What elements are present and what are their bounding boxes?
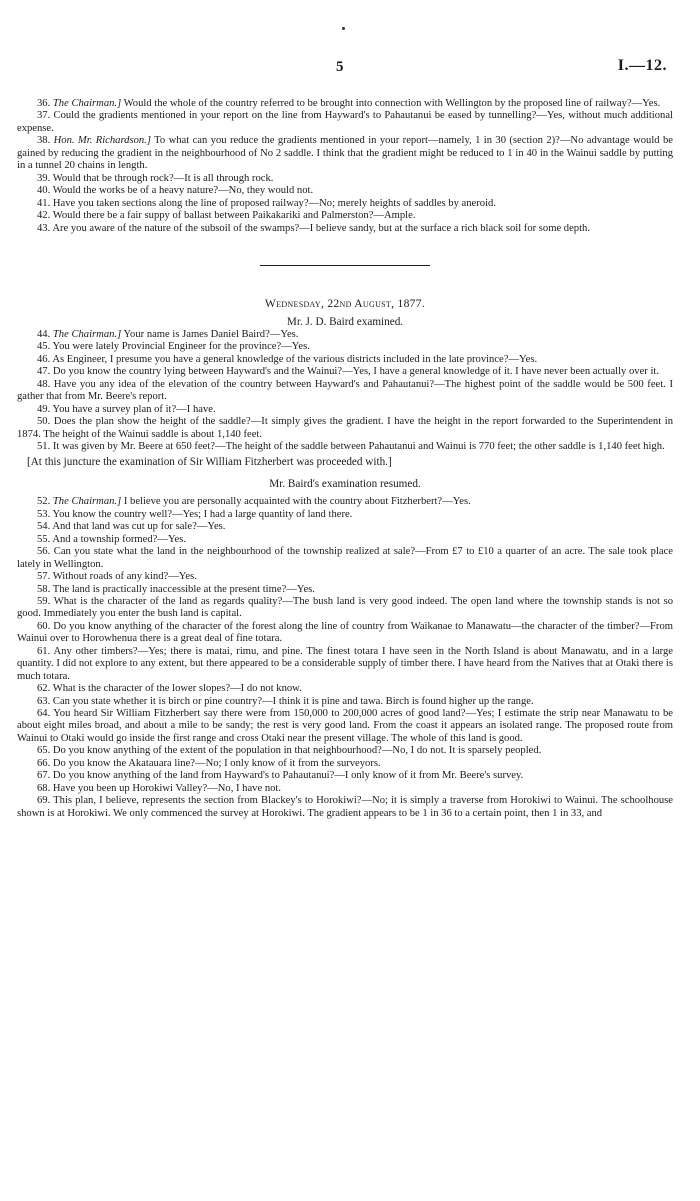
- question-paragraph: [17, 329, 673, 341]
- speaker-label: Hon. Mr. Richardson.]: [53, 135, 151, 147]
- question-number: 57.: [37, 571, 51, 583]
- questions-block-1: [17, 98, 673, 235]
- question-number: 50.: [37, 416, 51, 428]
- question-text: It was given by Mr. Beere at 650 feet?—The height of the saddle between Pahautanui and Wainui is 770 feet; the other saddle is 1,140 feet high.: [52, 440, 665, 452]
- question-text: To what can you reduce the gradients mentioned in your report—namely, 1 in 30 (section 2)?—No advantage would be gained by reducing the gradient in the neighbourhood of No 2 saddle. I think that the gradient might be reduced to 1 in 40 in the Wainui saddle by putting in a tunnel 20 chains in length.: [17, 135, 673, 172]
- series-code: I.—12.: [617, 57, 667, 74]
- question-number: 62.: [37, 683, 51, 695]
- question-text: And that land was cut up for sale?—Yes.: [52, 521, 226, 533]
- question-paragraph: [17, 696, 673, 708]
- question-text: Have you been up Horokiwi Valley?—No, I have not.: [52, 782, 282, 794]
- question-text: Your name is James Daniel Baird?—Yes.: [123, 328, 299, 340]
- print-mark: [342, 27, 345, 30]
- question-number: 61.: [37, 645, 51, 657]
- question-number: 41.: [37, 197, 51, 209]
- question-number: 60.: [37, 620, 51, 632]
- question-number: 59.: [37, 595, 51, 607]
- question-paragraph: [17, 683, 673, 695]
- question-text: Can you state what the land in the neighbourhood of the township realized at sale?—From £7 to £10 a quarter of an acre. The sale took place lately in Wellington.: [17, 546, 673, 570]
- question-paragraph: [17, 110, 673, 135]
- witness-heading: Mr. J. D. Baird examined.: [286, 316, 404, 329]
- question-text: Have you taken sections along the line of proposed railway?—No; merely heights of saddles by aneroid.: [52, 197, 496, 209]
- question-paragraph: [17, 135, 673, 172]
- question-text: You heard Sir William Fitzherbert say there were from 150,000 to 200,000 acres of good land?—Yes; I estimate the strip near Manawatu to be about eight miles broad, and about a mile to be sandy; the rest is very good land. From the coast it appears an isolated range. The proposed route from Wainui to Otaki would go inside the first range and cross Otaki near the present village. The whole of this land is good.: [17, 708, 673, 744]
- question-number: 63.: [37, 695, 51, 707]
- question-text: You have a survey plan of it?—I have.: [52, 403, 216, 415]
- question-number: 53.: [37, 508, 51, 520]
- question-text: You know the country well?—Yes; I had a large quantity of land there.: [52, 508, 353, 520]
- question-paragraph: [17, 341, 673, 353]
- question-number: 67.: [37, 770, 51, 782]
- question-number: 37.: [37, 110, 51, 122]
- speaker-label: The Chairman.]: [52, 328, 122, 340]
- question-number: 48.: [37, 378, 51, 390]
- document-body: [17, 98, 673, 820]
- question-number: 43.: [37, 222, 51, 234]
- section-divider: [260, 265, 430, 266]
- question-text: Do you know the Akatauara line?—No; I only know of it from the surveyors.: [52, 757, 381, 769]
- question-text: Do you know the country lying between Hayward's and the Wainui?—Yes, I have a general knowledge of it. I have never been actually over it.: [52, 366, 659, 378]
- question-paragraph: [17, 496, 673, 508]
- question-number: 65.: [37, 745, 51, 757]
- question-paragraph: [17, 708, 673, 745]
- question-text: Would the whole of the country referred to be brought into connection with Wellington by the proposed line of railway?—Yes.: [123, 98, 661, 109]
- question-paragraph: [17, 770, 673, 782]
- question-number: 46.: [37, 353, 51, 365]
- question-paragraph: [17, 223, 673, 235]
- question-paragraph: [17, 509, 673, 521]
- resumed-heading: Mr. Baird's examination resumed.: [269, 477, 421, 490]
- question-text: Have you any idea of the elevation of the country between Hayward's and Pahautanui?—The highest point of the saddle would be 500 feet. I gather that from Mr. Beere's report.: [17, 378, 673, 403]
- question-text: Could the gradients mentioned in your report on the line from Hayward's to Pahautanui be eased by tunnelling?—Yes, without much additional expense.: [17, 110, 673, 134]
- question-number: 39.: [37, 172, 51, 184]
- question-number: 49.: [37, 403, 51, 415]
- question-number: 69.: [37, 795, 51, 807]
- questions-block-2: [17, 329, 673, 454]
- question-paragraph: [17, 783, 673, 795]
- question-paragraph: [17, 521, 673, 533]
- question-text: As Engineer, I presume you have a general knowledge of the various districts included in the late province?—Yes.: [52, 353, 538, 365]
- bracket-note: [At this juncture the examination of Sir William Fitzherbert was proceeded with.]: [27, 456, 392, 469]
- question-number: 56.: [37, 546, 51, 558]
- question-number: 64.: [37, 708, 51, 720]
- question-paragraph: [17, 758, 673, 770]
- question-number: 40.: [37, 185, 51, 197]
- question-paragraph: [17, 441, 673, 453]
- question-number: 38.: [37, 135, 51, 147]
- question-text: Do you know anything of the land from Hayward's to Pahautanui?—I only know of it from Mr. Beere's survey.: [52, 770, 524, 782]
- question-paragraph: [17, 404, 673, 416]
- question-paragraph: [17, 210, 673, 222]
- question-number: 68.: [37, 782, 51, 794]
- question-text: What is the character of the land as regards quality?—The bush land is very good indeed. The open land where the township stands is not so good. Immediately you enter the bush land is capital.: [17, 595, 673, 620]
- question-number: 58.: [37, 583, 51, 595]
- question-paragraph: [17, 534, 673, 546]
- question-paragraph: [17, 198, 673, 210]
- question-paragraph: [17, 366, 673, 378]
- question-text: Are you aware of the nature of the subsoil of the swamps?—I believe sandy, but at the surface a rich black soil for some depth.: [52, 222, 590, 234]
- question-text: And a township formed?—Yes.: [52, 533, 187, 545]
- questions-block-3: [17, 496, 673, 820]
- question-paragraph: [17, 546, 673, 571]
- question-paragraph: [17, 596, 673, 621]
- question-text: Can you state whether it is birch or pine country?—I think it is pine and tawa. Birch is found higher up the range.: [52, 695, 534, 707]
- question-number: 36.: [37, 98, 51, 109]
- question-paragraph: [17, 745, 673, 757]
- question-number: 47.: [37, 366, 51, 378]
- question-number: 52.: [37, 496, 51, 508]
- question-text: Any other timbers?—Yes; there is matai, rimu, and pine. The finest totara I have seen in the North Island is about Manawatu, and in a large quantity. I did not explore to any extent, but there appeared to be a considerable supply of timber there. I have heard from the Natives that at Otaki there is much totara.: [17, 645, 673, 682]
- question-text: Without roads of any kind?—Yes.: [52, 571, 197, 583]
- question-paragraph: [17, 173, 673, 185]
- question-number: 51.: [37, 440, 51, 452]
- question-text: What is the character of the lower slopes?—I do not know.: [52, 683, 302, 695]
- question-text: Would the works be of a heavy nature?—No, they would not.: [52, 185, 314, 197]
- question-number: 66.: [37, 757, 51, 769]
- question-text: Do you know anything of the character of the forest along the line of country from Waikanae to Manawatu—the character of the timber?—From Wainui over to Horowhenua there is a great deal of fine totara.: [17, 620, 673, 645]
- question-text: You were lately Provincial Engineer for the province?—Yes.: [52, 341, 310, 353]
- page-number: 5: [336, 59, 344, 75]
- question-text: Do you know anything of the extent of the population in that neighbourhood?—No, I do not. It is sparsely peopled.: [52, 745, 542, 757]
- question-paragraph: [17, 98, 673, 110]
- question-text: This plan, I believe, represents the section from Blackey's to Horokiwi?—No; it is simply a traverse from Horokiwi to Wainui. The schoolhouse shown is at Horokiwi. We only commenced the survey at Horokiwi. The gradient appears to be 1 in 36 to a certain point, then 1 in 33, and: [17, 795, 673, 819]
- question-paragraph: [17, 354, 673, 366]
- question-paragraph: [17, 571, 673, 583]
- question-number: 42.: [37, 210, 51, 222]
- question-number: 55.: [37, 533, 51, 545]
- question-paragraph: [17, 584, 673, 596]
- date-heading: Wednesday, 22nd August, 1877.: [264, 296, 426, 310]
- question-paragraph: [17, 621, 673, 646]
- speaker-label: The Chairman.]: [52, 98, 122, 109]
- question-text: Would there be a fair suppy of ballast between Paikakariki and Palmerston?—Ample.: [52, 210, 416, 222]
- question-paragraph: [17, 185, 673, 197]
- question-paragraph: [17, 795, 673, 820]
- question-number: 44.: [37, 328, 51, 340]
- question-paragraph: [17, 646, 673, 683]
- question-text: I believe you are personally acquainted with the country about Fitzherbert?—Yes.: [123, 496, 471, 508]
- speaker-label: The Chairman.]: [52, 496, 122, 508]
- question-number: 54.: [37, 521, 51, 533]
- question-paragraph: [17, 379, 673, 404]
- question-text: Does the plan show the height of the saddle?—It simply gives the gradient. I have the height in the report forwarded to the Superintendent in 1874. The height of the Wainui saddle is about 1,140 feet.: [17, 416, 673, 440]
- question-number: 45.: [37, 341, 51, 353]
- question-paragraph: [17, 416, 673, 441]
- question-text: The land is practically inaccessible at the present time?—Yes.: [52, 583, 315, 595]
- question-text: Would that be through rock?—It is all through rock.: [52, 172, 274, 184]
